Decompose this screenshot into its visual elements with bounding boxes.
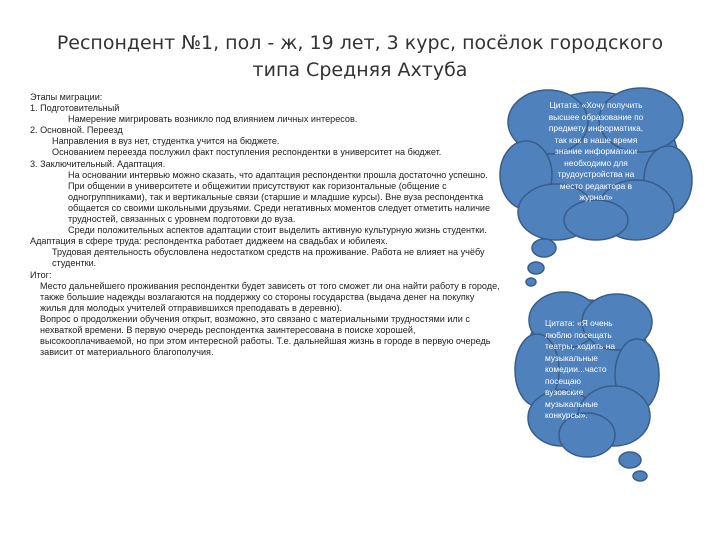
stage-heading: 2. Основной. Переезд [30, 125, 123, 136]
paragraph: Трудовая деятельность обусловлена недостатком средств на проживание. Работа не влияет на учёбу студентки. [52, 247, 485, 269]
paragraph: Намерение мигрировать возникло под влиянием личных интересов. [68, 114, 358, 125]
quote-1-text: Цитата: «Хочу получить высшее образование по предмету информатика, так как в наше время знание информатики необходимо для трудоустройства на место редактора в журнал» [548, 100, 644, 202]
stage-heading: 1. Подготовительный [30, 103, 120, 114]
section-heading: Этапы миграции: [30, 92, 103, 102]
paragraph: Среди положительных аспектов адаптации стоит выделить активную культурную жизнь студентки. [68, 225, 487, 236]
body-text [30, 92, 500, 358]
title-line-2: типа Средняя Ахтуба [252, 59, 468, 81]
paragraph: Основанием переезда послужил факт поступления респондентки в университет на бюджет. [52, 147, 442, 158]
paragraph: При общении в университете и общежитии присутствуют как горизонтальные (общение с одногруппниками), так и вертикальные связи (старшие и младшие курсы). Вне вуза респондентка общается со своими школьными друзьями. Среди негативных моментов следует отметить наличие трудностей, связанных с уровнем подготовки до вуза. [68, 180, 491, 225]
stage-heading: 3. Заключительный. Адаптация. [30, 158, 166, 169]
paragraph: Адаптация в сфере труда: респондентка работает диджеем на свадьбах и юбилеях. [30, 236, 388, 247]
section-heading: Итог: [30, 269, 52, 280]
paragraph: Место дальнейшего проживания респондентки будет зависеть от того сможет ли она найти работу в городе, также большие надежды возлагаются на поддержку со стороны государства (выдача денег на покупку жилья для молодых учителей отправившихся преподавать в деревню). [40, 280, 500, 313]
paragraph: На основании интервью можно сказать, что адаптация респондентки прошла достаточно успешно. [68, 169, 488, 180]
paragraph: Направления в вуз нет, студентка учится на бюджете. [52, 136, 280, 147]
paragraph: Вопрос о продолжении обучения открыт, возможно, это связано с материальными трудностями или с нехваткой времени. В первую очередь респондентка заинтересована в поиске хорошей, высокооплачиваемой, но при этом интересной работы. Т.е. дальнейшая жизнь в городе в первую очередь зависит от материального благополучия. [40, 313, 491, 358]
slide-title [30, 30, 690, 84]
quote-2-text: Цитата: «Я очень люблю посещать театры, ходить на музыкальные комедии...часто посещаю вузовские музыкальные конкурсы». [545, 318, 615, 420]
title-line-1: Респондент №1, пол - ж, 19 лет, 3 курс, посёлок городского [56, 32, 664, 54]
